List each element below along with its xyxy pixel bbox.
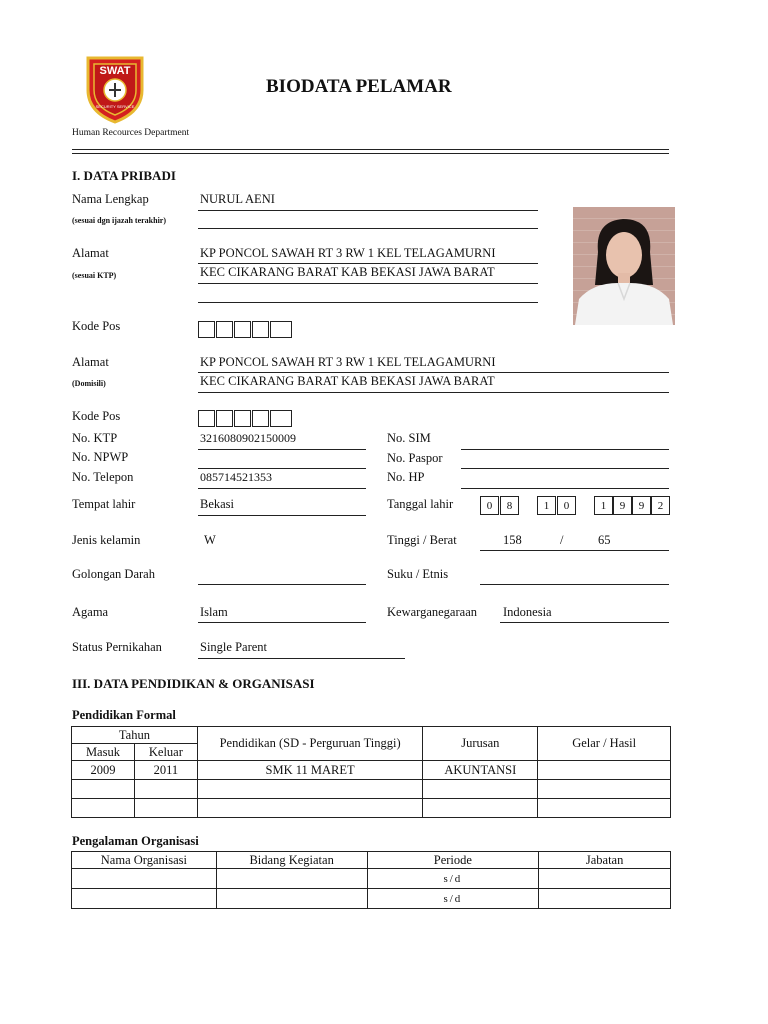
alamat-domisili-label: Alamat [72, 355, 109, 369]
header-jabatan: Jabatan [539, 852, 671, 869]
alamat-domisili-line2[interactable]: KEC CIKARANG BARAT KAB BEKASI JAWA BARAT [200, 374, 495, 388]
kodepos-domisili-label: Kode Pos [72, 409, 121, 423]
tahun-digit-1[interactable]: 1 [594, 496, 613, 515]
hp-line[interactable] [461, 488, 669, 489]
tempat-lahir-label: Tempat lahir [72, 497, 136, 511]
tahun-digit-4[interactable]: 2 [651, 496, 670, 515]
telepon-line [198, 488, 366, 489]
kewarganegaraan-line [500, 622, 669, 623]
edu-masuk[interactable] [72, 799, 135, 818]
section-pendidikan-title: III. DATA PENDIDIKAN & ORGANISASI [72, 676, 315, 691]
alamat-ktp-line1[interactable]: KP PONCOL SAWAH RT 3 RW 1 KEL TELAGAMURNI [200, 246, 496, 260]
nama-label: Nama Lengkap [72, 192, 149, 206]
edu-jurusan[interactable]: AKUNTANSI [423, 761, 538, 780]
applicant-photo [573, 207, 675, 325]
edu-gelar[interactable] [538, 799, 671, 818]
telepon-label: No. Telepon [72, 470, 134, 484]
suku-label: Suku / Etnis [387, 567, 449, 581]
tinggi-berat-slash: / [560, 533, 564, 547]
bulan-digit-2[interactable]: 0 [557, 496, 576, 515]
table-row [72, 889, 671, 909]
pendidikan-table [71, 726, 671, 818]
paspor-label: No. Paspor [387, 451, 443, 465]
agama-line [198, 622, 366, 623]
edu-keluar[interactable] [134, 799, 197, 818]
alamat-ktp-note: (sesuai KTP) [72, 271, 117, 280]
section-data-pribadi-title: I. DATA PRIBADI [72, 168, 176, 183]
alamat-domisili-line1[interactable]: KP PONCOL SAWAH RT 3 RW 1 KEL TELAGAMURNI [200, 355, 496, 369]
header-masuk: Masuk [72, 744, 135, 761]
agama-label: Agama [72, 605, 109, 619]
department-label: Human Recources Department [72, 128, 190, 138]
status-pernikahan-value[interactable]: Single Parent [200, 640, 268, 654]
paspor-line[interactable] [461, 468, 669, 469]
header-bidang-kegiatan: Bidang Kegiatan [216, 852, 367, 869]
kodepos-domisili-box-5[interactable] [270, 410, 292, 427]
ktp-label: No. KTP [72, 431, 118, 445]
kodepos-ktp-box-4[interactable] [252, 321, 269, 338]
alamat-ktp-line2-rule [198, 283, 538, 284]
edu-keluar[interactable]: 2011 [134, 761, 197, 780]
edu-masuk[interactable] [72, 780, 135, 799]
tinggi-berat-label: Tinggi / Berat [387, 533, 457, 547]
sim-line[interactable] [461, 449, 669, 450]
golongan-darah-line[interactable] [198, 584, 366, 585]
tanggal-lahir-label: Tanggal lahir [387, 497, 454, 511]
kodepos-ktp-box-5[interactable] [270, 321, 292, 338]
org-periode[interactable]: s/d [367, 869, 539, 889]
alamat-domisili-line1-rule [198, 372, 669, 373]
kodepos-domisili-box-3[interactable] [234, 410, 251, 427]
berat-value[interactable]: 65 [598, 533, 611, 547]
alamat-domisili-note: (Domisili) [72, 379, 106, 388]
tinggi-berat-line [480, 550, 669, 551]
kodepos-ktp-box-2[interactable] [216, 321, 233, 338]
kewarganegaraan-label: Kewarganegaraan [387, 605, 477, 619]
header-nama-organisasi: Nama Organisasi [72, 852, 217, 869]
alamat-ktp-line2[interactable]: KEC CIKARANG BARAT KAB BEKASI JAWA BARAT [200, 265, 495, 279]
npwp-label: No. NPWP [72, 450, 129, 464]
kodepos-ktp-box-3[interactable] [234, 321, 251, 338]
edu-gelar[interactable] [538, 761, 671, 780]
alamat-ktp-line1-rule [198, 263, 538, 264]
edu-keluar[interactable] [134, 780, 197, 799]
edu-masuk[interactable]: 2009 [72, 761, 135, 780]
alamat-ktp-label: Alamat [72, 246, 109, 260]
kodepos-ktp-label: Kode Pos [72, 319, 121, 333]
tanggal-digit-2[interactable]: 8 [500, 496, 519, 515]
org-jabatan[interactable] [539, 869, 671, 889]
edu-jurusan[interactable] [423, 799, 538, 818]
nama-line-2 [198, 228, 538, 229]
org-bidang[interactable] [216, 889, 367, 909]
nama-line [198, 210, 538, 211]
org-jabatan[interactable] [539, 889, 671, 909]
edu-jurusan[interactable] [423, 780, 538, 799]
tinggi-value[interactable]: 158 [503, 533, 522, 547]
telepon-value[interactable]: 085714521353 [200, 470, 272, 484]
kodepos-domisili-box-4[interactable] [252, 410, 269, 427]
logo-text: SWAT [99, 65, 131, 77]
tahun-digit-3[interactable]: 9 [632, 496, 651, 515]
edu-pendidikan[interactable] [197, 799, 423, 818]
golongan-darah-label: Golongan Darah [72, 567, 155, 581]
pengalaman-organisasi-title: Pengalaman Organisasi [72, 834, 199, 848]
edu-pendidikan[interactable] [197, 780, 423, 799]
kodepos-domisili-box-2[interactable] [216, 410, 233, 427]
tahun-digit-2[interactable]: 9 [613, 496, 632, 515]
sim-label: No. SIM [387, 431, 431, 445]
alamat-domisili-line2-rule [198, 392, 669, 393]
suku-line[interactable] [480, 584, 669, 585]
jenis-kelamin-label: Jenis kelamin [72, 533, 141, 547]
ktp-line [198, 449, 366, 450]
nama-note: (sesuai dgn ijazah terakhir) [72, 216, 166, 225]
jenis-kelamin-value[interactable]: W [204, 533, 216, 547]
ktp-value[interactable]: 3216080902150009 [200, 431, 296, 445]
edu-gelar[interactable] [538, 780, 671, 799]
tanggal-digit-1[interactable]: 0 [480, 496, 499, 515]
company-logo [82, 52, 148, 124]
org-periode[interactable]: s/d [367, 889, 539, 909]
table-row [72, 869, 671, 889]
tempat-lahir-line [198, 515, 366, 516]
tempat-lahir-value[interactable]: Bekasi [200, 497, 235, 511]
table-row [72, 780, 671, 799]
header-tahun: Tahun [72, 727, 198, 744]
org-nama[interactable] [72, 889, 217, 909]
organisasi-table [71, 851, 671, 909]
header-pendidikan: Pendidikan (SD - Perguruan Tinggi) [197, 727, 423, 761]
table-row [72, 761, 671, 780]
kodepos-ktp-box-1[interactable] [198, 321, 215, 338]
hp-label: No. HP [387, 470, 425, 484]
status-pernikahan-line [198, 658, 405, 659]
org-bidang[interactable] [216, 869, 367, 889]
page-title: BIODATA PELAMAR [266, 76, 452, 97]
header-jurusan: Jurusan [423, 727, 538, 761]
kodepos-domisili-box-1[interactable] [198, 410, 215, 427]
status-pernikahan-label: Status Pernikahan [72, 640, 162, 654]
logo-subtext: SECURITY SERVICE [95, 104, 135, 109]
agama-value[interactable]: Islam [200, 605, 228, 619]
npwp-line[interactable] [198, 468, 366, 469]
nama-value[interactable]: NURUL AENI [200, 192, 275, 206]
edu-pendidikan[interactable]: SMK 11 MARET [197, 761, 423, 780]
header-divider [72, 149, 669, 154]
alamat-ktp-line3-rule [198, 302, 538, 303]
org-nama[interactable] [72, 869, 217, 889]
header-periode: Periode [367, 852, 539, 869]
pendidikan-formal-title: Pendidikan Formal [72, 708, 176, 722]
header-gelar: Gelar / Hasil [538, 727, 671, 761]
kewarganegaraan-value[interactable]: Indonesia [503, 605, 552, 619]
table-row [72, 799, 671, 818]
bulan-digit-1[interactable]: 1 [537, 496, 556, 515]
header-keluar: Keluar [134, 744, 197, 761]
